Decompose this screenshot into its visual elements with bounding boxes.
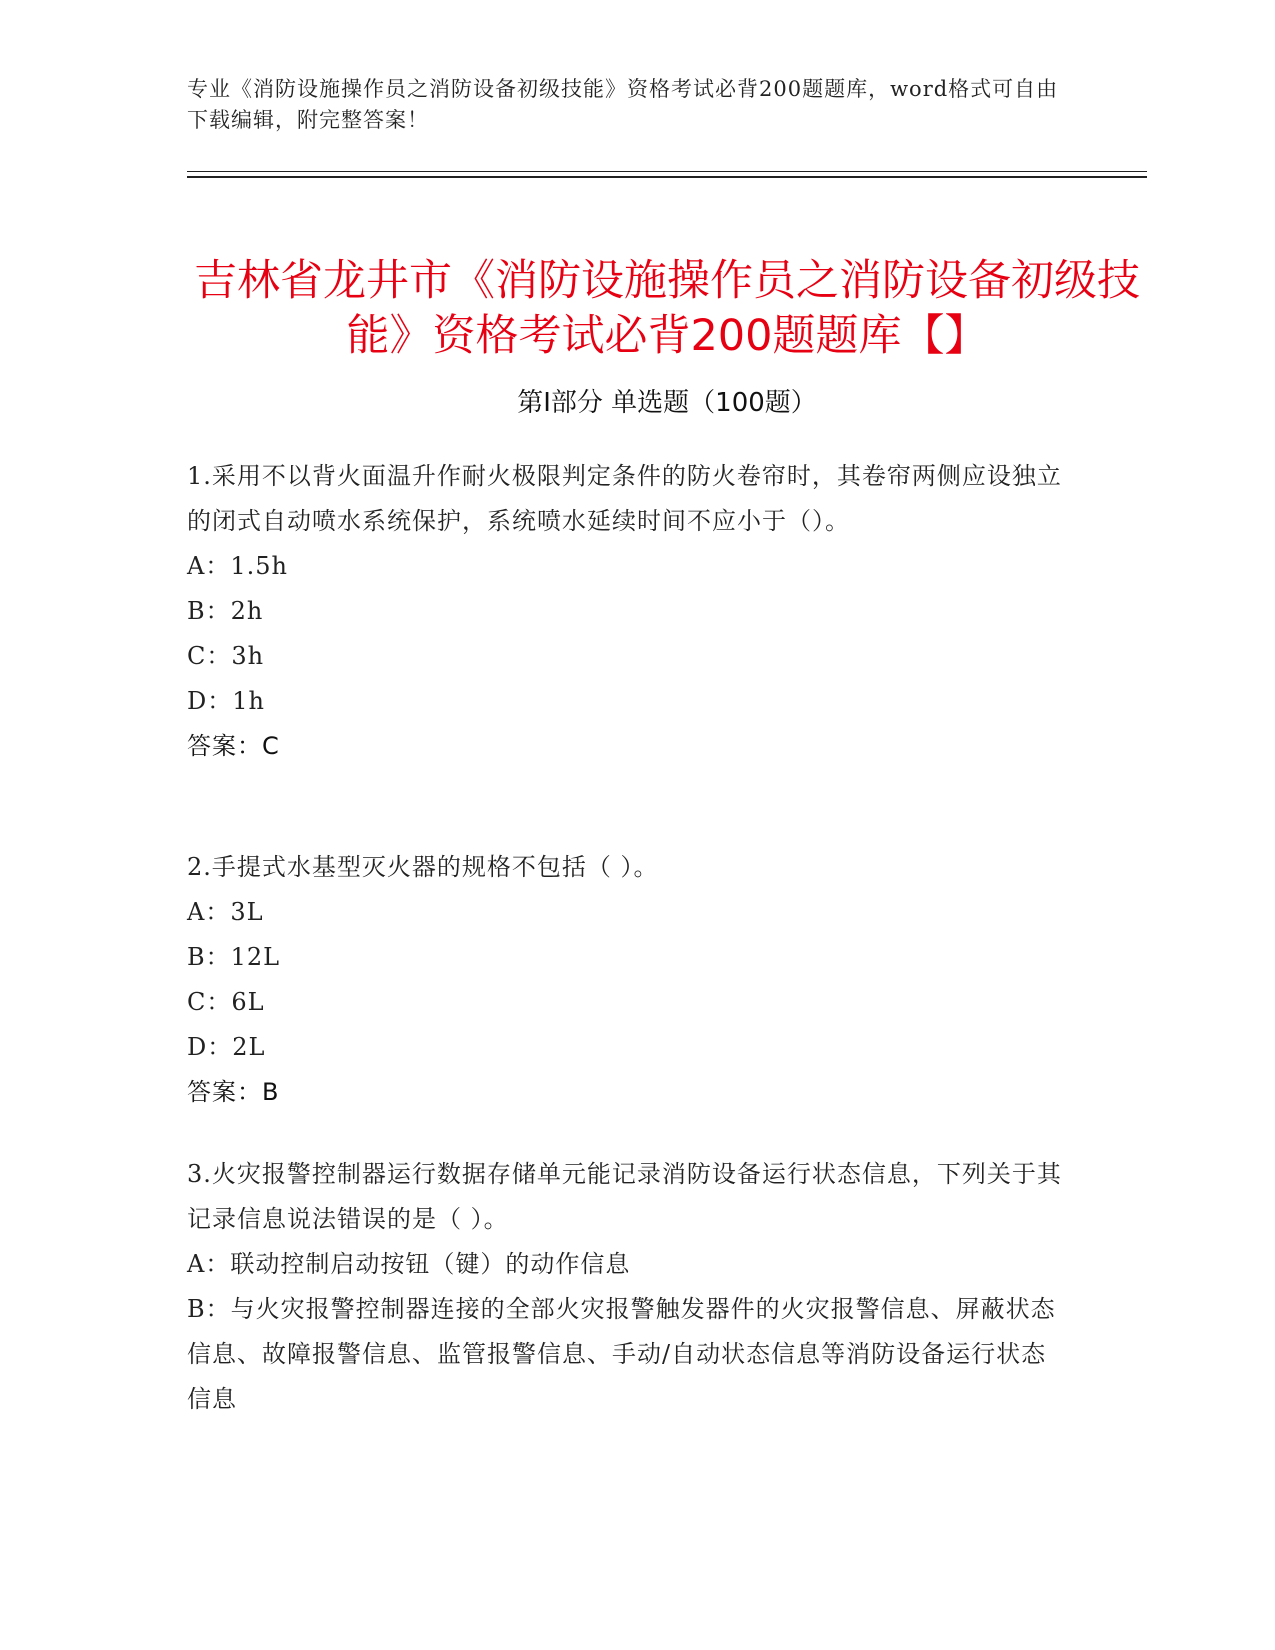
- option-a: A：联动控制启动按钮（键）的动作信息: [187, 1250, 631, 1278]
- question-1: [187, 454, 1067, 769]
- question-2: [187, 845, 1067, 1115]
- header-note: 专业《消防设施操作员之消防设备初级技能》资格考试必背200题题库，word格式可自由下载编辑，附完整答案！: [187, 77, 1059, 132]
- option-d: D：2L: [187, 1033, 266, 1061]
- question-3: [187, 1152, 1067, 1422]
- document-title: 吉林省龙井市《消防设施操作员之消防设备初级技能》资格考试必背200题题库【】: [194, 255, 1140, 361]
- question-stem: 1.采用不以背火面温升作耐火极限判定条件的防火卷帘时，其卷帘两侧应设独立的闭式自动喷水系统保护，系统喷水延续时间不应小于（）。: [187, 462, 1062, 535]
- question-stem: 3.火灾报警控制器运行数据存储单元能记录消防设备运行状态信息，下列关于其记录信息说法错误的是（ ）。: [187, 1160, 1062, 1233]
- option-c: C：6L: [187, 988, 265, 1016]
- option-b: B：12L: [187, 943, 281, 971]
- header-divider-thin: [187, 171, 1147, 172]
- answer: 答案：B: [187, 1078, 280, 1106]
- option-c: C：3h: [187, 642, 265, 670]
- header-divider-thick: [187, 176, 1147, 178]
- option-a: A：1.5h: [187, 552, 288, 580]
- section-heading: 第I部分 单选题（100题）: [517, 388, 817, 418]
- option-b: B：2h: [187, 597, 264, 625]
- option-a: A：3L: [187, 898, 264, 926]
- answer: 答案：C: [187, 732, 280, 760]
- question-stem: 2.手提式水基型灭火器的规格不包括（ ）。: [187, 853, 659, 881]
- option-b: B：与火灾报警控制器连接的全部火灾报警触发器件的火灾报警信息、屏蔽状态信息、故障报警信息、监管报警信息、手动/自动状态信息等消防设备运行状态信息: [187, 1295, 1056, 1413]
- option-d: D：1h: [187, 687, 265, 715]
